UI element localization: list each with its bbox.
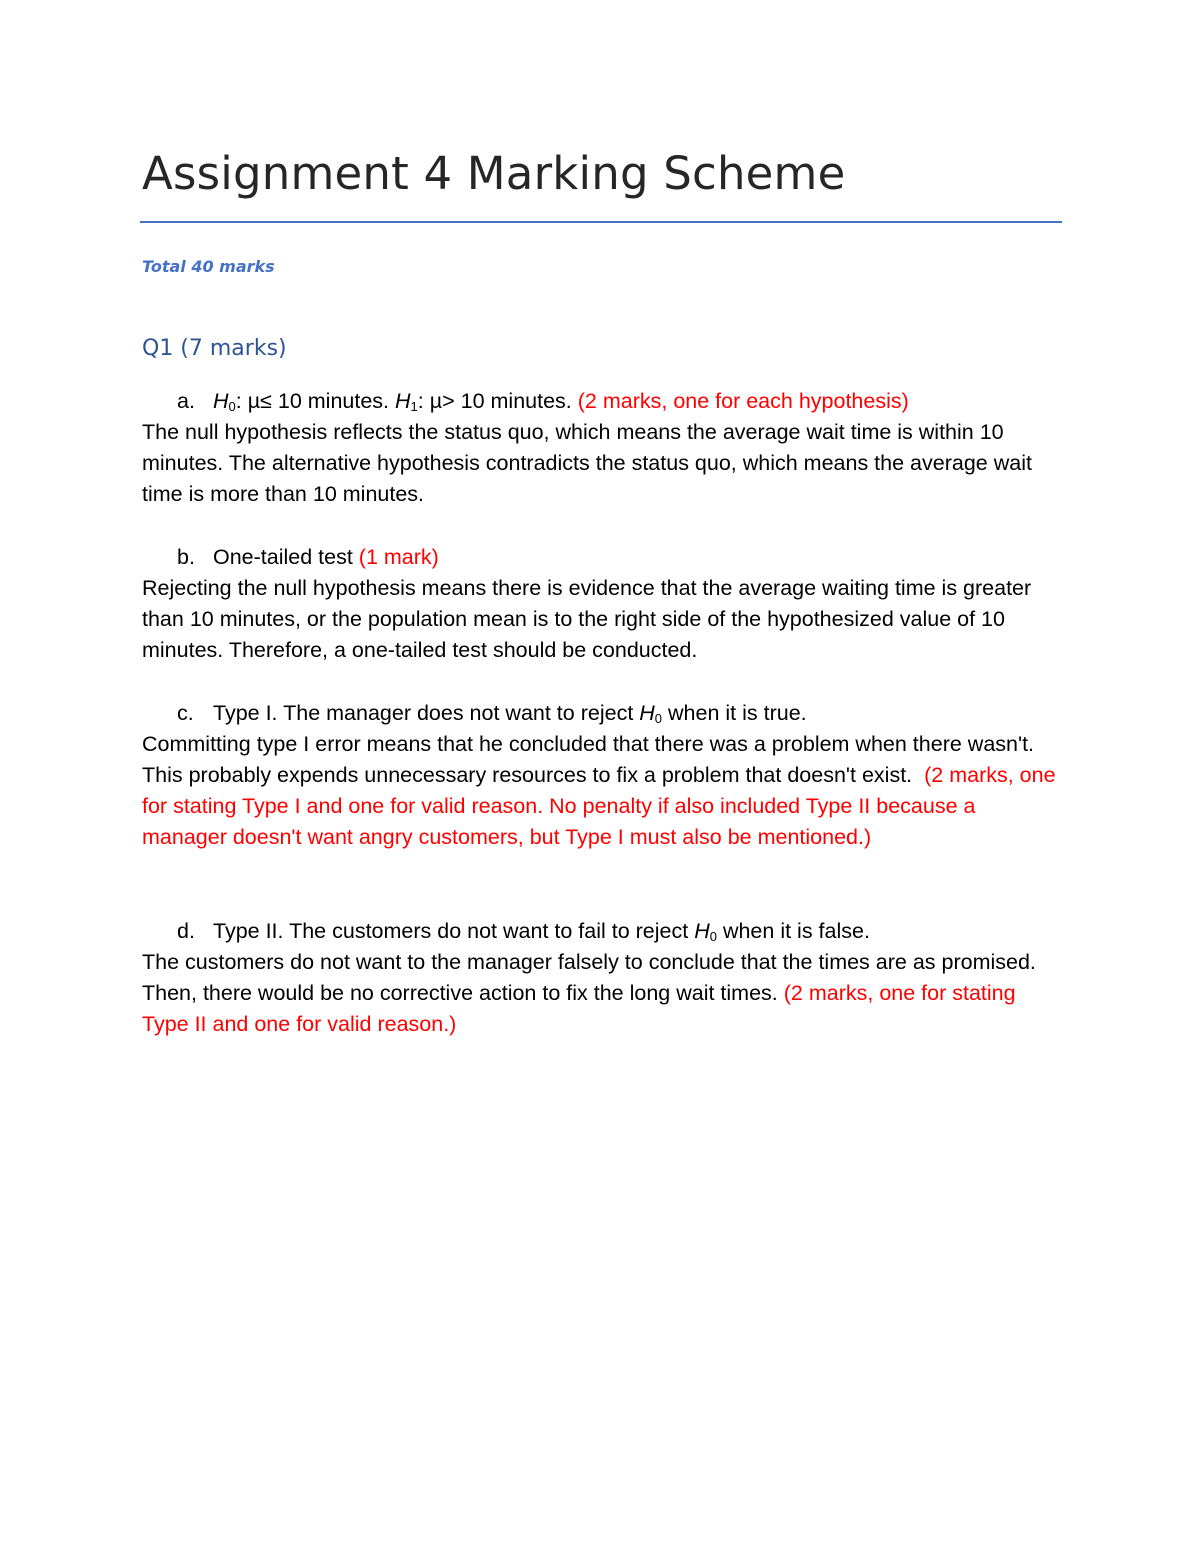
total-marks-subtitle: Total 40 marks bbox=[142, 257, 275, 276]
answer-a bbox=[142, 386, 1062, 510]
answer-d bbox=[142, 916, 1062, 1040]
answer-c-text-end: when it is true. bbox=[662, 701, 807, 725]
answer-c-body bbox=[142, 729, 1062, 853]
answer-a-marks: (2 marks, one for each hypothesis) bbox=[577, 389, 909, 413]
document-title: Assignment 4 Marking Scheme bbox=[142, 147, 846, 200]
answer-a-head bbox=[142, 386, 1062, 417]
answer-c bbox=[142, 698, 1062, 853]
answer-b-text: One-tailed test bbox=[213, 545, 359, 569]
h1-symbol: H bbox=[395, 389, 411, 413]
answer-d-marker: d. bbox=[177, 919, 195, 943]
answer-a-marker: a. bbox=[177, 389, 195, 413]
answer-c-explanation: Committing type I error means that he concluded that there was a problem when there wasn't. This probably expends unnecessary resources to fix a problem that doesn't exist. bbox=[142, 732, 1035, 787]
answer-b-head bbox=[142, 542, 1062, 573]
h0-symbol: H bbox=[213, 389, 229, 413]
answer-d-text: Type II. The customers do not want to fail to reject bbox=[213, 919, 695, 943]
h1-subscript: 1 bbox=[410, 399, 418, 414]
answer-d-body bbox=[142, 947, 1062, 1040]
answer-d-marks: (2 marks, one for stating Type II and one for valid reason.) bbox=[142, 981, 1016, 1036]
answer-c-text: Type I. The manager does not want to reject bbox=[213, 701, 640, 725]
answer-b-marks: (1 mark) bbox=[358, 545, 439, 569]
title-underline bbox=[140, 221, 1062, 223]
h0-statement: : µ≤ 10 minutes. bbox=[235, 389, 395, 413]
answer-b-marker: b. bbox=[177, 545, 195, 569]
h1-statement: : µ> 10 minutes. bbox=[417, 389, 578, 413]
answer-b-body: Rejecting the null hypothesis means there is evidence that the average waiting time is greater than 10 minutes, or the population mean is to the right side of the hypothesized value of 10 minutes. Therefore, a one-tailed test should be conducted. bbox=[142, 576, 1032, 662]
answer-c-h-subscript: 0 bbox=[654, 711, 663, 726]
h0-subscript: 0 bbox=[228, 399, 236, 414]
answer-c-head bbox=[142, 698, 1062, 729]
answer-c-h-symbol: H bbox=[639, 701, 655, 725]
answer-d-head bbox=[142, 916, 1062, 947]
answer-d-h-symbol: H bbox=[694, 919, 710, 943]
answer-d-h-subscript: 0 bbox=[709, 929, 717, 944]
question-heading: Q1 (7 marks) bbox=[142, 336, 287, 361]
answer-c-marker: c. bbox=[177, 701, 194, 725]
answer-d-text-end: when it is false. bbox=[716, 919, 870, 943]
answer-a-body: The null hypothesis reflects the status quo, which means the average wait time is within 10 minutes. The alternative hypothesis contradicts the status quo, which means the average wait time is more than 10 minutes. bbox=[142, 420, 1032, 506]
answer-b bbox=[142, 542, 1062, 666]
answer-d-explanation: The customers do not want to the manager falsely to conclude that the times are as promised. Then, there would be no corrective action to fix the long wait times. bbox=[142, 950, 1036, 1005]
answer-c-marks: (2 marks, one for stating Type I and one for valid reason. No penalty if also included Type II because a manager doesn't want angry customers, but Type I must also be mentioned.) bbox=[142, 763, 1056, 849]
